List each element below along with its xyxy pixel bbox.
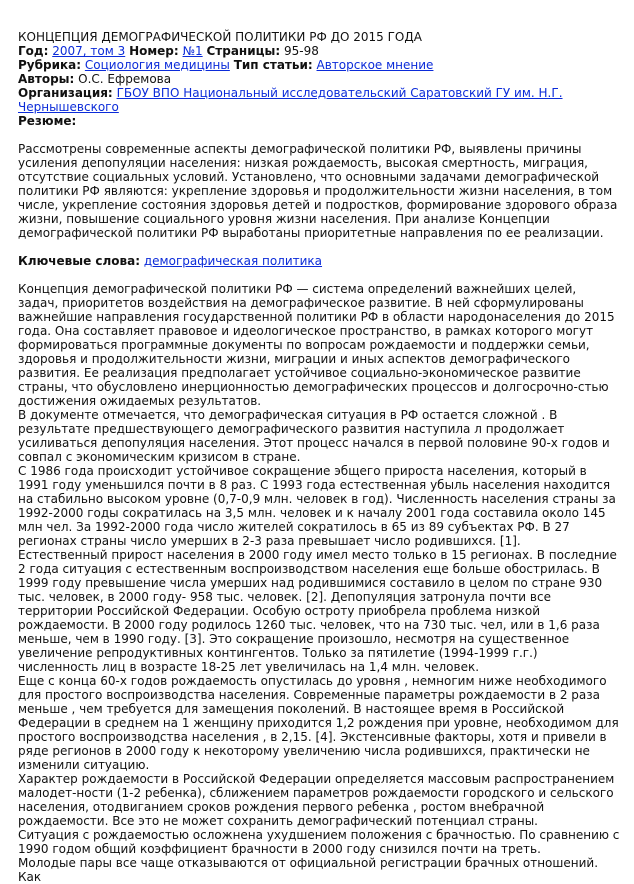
organization-link[interactable]: ГБОУ ВПО Национальный исследовательский Саратовский ГУ им. Н.Г. Чернышевского (18, 86, 563, 114)
authors-label: Авторы: (18, 72, 75, 86)
number-label: Номер: (129, 44, 179, 58)
body-paragraph: Еще с конца 60-х годов рождаемость опустилась до уровня , немногим ниже необходимого для простого воспроизводства населения. Современные параметры рождаемости в 2 раза меньше , чем требуется для замещения поколений. В настоящее время в Российской Федерации в среднем на 1 женщину приходится 1,2 рождения при уровне, необходимом для простого воспроизводства населения , в 2,15. [4]. Экстенсивные факторы, хотя и привели в ряде регионов в 2000 году к некоторому увеличению числа родившихся, практически не изменили ситуацию. (18, 674, 619, 772)
body-paragraph: Концепция демографической политики РФ — система определений важнейших целей, задач, приоритетов воздействия на демографическое развитие. В ней сформулированы важнейшие направления государственной политики РФ в области народонаселения до 2015 года. Она составляет правовое и идеологическое пространство, в рамках которого могут формироваться программные документы по вопросам рождаемости и поддержки семьи, здоровья и продолжительности жизни, миграции и иных аспектов демографического развития. Ее реализация предполагает устойчивое социально-экономическое развитие страны, что обусловлено инерционностью демографических процессов и долгосрочно-стью достижения ожидаемых результатов. (18, 282, 615, 408)
pages-value: 95-98 (284, 44, 319, 58)
keywords-link[interactable]: демографическая политика (143, 254, 323, 268)
rubric-label: Рубрика: (18, 58, 82, 72)
pages-label: Страницы: (206, 44, 281, 58)
body-paragraph: Молодые пары все чаще отказываются от официальной регистрации брачных отношений. Как (18, 856, 599, 884)
authors-value: О.С. Ефремова (78, 72, 172, 86)
meta-line-issue (18, 44, 620, 58)
body-paragraph: Ситуация с рождаемостью осложнена ухудшением положения с брачностью. По сравнению с 1990 годом общий коэффициент брачности в 2000 году снизился почти на треть. (18, 828, 620, 856)
body-paragraph: С 1986 года происходит устойчивое сокращение эбщего прироста населения, который в 1991 году уменьшился почти в 8 раз. С 1993 года естественная убыль населения находится на стабильно высоком уровне (0,7-0,9 млн. человек в год). Численность населения страны за 1992-2000 годы сократилась на 3,5 млн. человек и к началу 2001 года составила около 145 млн чел. За 1992-2000 года число жителей сократилось в 65 из 89 субъектах РФ. В 27 регионах страны число умерших в 2-3 раза превышает число родившихся. [1]. (18, 464, 616, 548)
article-title: КОНЦЕПЦИЯ ДЕМОГРАФИЧЕСКОЙ ПОЛИТИКИ РФ ДО 2015 ГОДА (18, 30, 422, 44)
spacer (18, 240, 620, 254)
year-link[interactable]: 2007, том 3 (52, 44, 126, 58)
meta-line-authors (18, 72, 620, 86)
body-paragraph: В документе отмечается, что демографическая ситуация в РФ остается сложной . В результате предшествующего демографического развития наступила л продолжает усиливаться депопуляция населения. Этот процесс начался в первой половине 90-х годов и совпал с экономическим кризисом в стране. (18, 408, 610, 464)
organization-label: Организация: (18, 86, 113, 100)
body-paragraph: Естественный прирост населения в 2000 году имел место только в 15 регионах. В последние 2 года ситуация с естественным воспроизводством населения еще больше обострилась. В 1999 году превышение числа умерших над родившимися составило в целом по стране 930 тыс. человек, в 2000 году- 958 тыс. человек. [2]. Депопуляция затронула почти все территории Российской Федерации. Особую остроту приобрела проблема низкой рождаемости. В 2000 году родилось 1260 тыс. человек, что на 730 тыс. чел, или в 1,6 раза меньше, чем в 1990 году. [3]. Это сокращение произошло, несмотря на существенное увеличение репродуктивных контингентов. Только за пятилетие (1994-1999 г.г.) численность лиц в возрасте 18-25 лет увеличилась на 1,4 млн. человек. (18, 548, 617, 674)
meta-line-organization (18, 86, 620, 114)
abstract-text: Рассмотрены современные аспекты демографической политики РФ, выявлены причины усиления депопуляции населения: низкая рождаемость, высокая смертность, миграция, отсутствие социальных условий. Установлено, что основными задачами демографической политики РФ являются: укрепление здоровья и продолжительности жизни населения, в том числе, укрепление состояния здоровья детей и подростков, формирование здорового образа жизни, повышение социального уровня жизни населения. При анализе Концепции демографической политики РФ выработаны приоритетные направления по ее реализации. (18, 142, 618, 240)
type-link[interactable]: Авторское мнение (316, 58, 434, 72)
year-label: Год: (18, 44, 49, 58)
spacer (18, 268, 620, 282)
keywords-label: Ключевые слова: (18, 254, 141, 268)
summary-label: Резюме: (18, 114, 77, 128)
rubric-link[interactable]: Социология медицины (84, 58, 230, 72)
type-label: Тип статьи: (233, 58, 313, 72)
body-paragraph: Характер рождаемости в Российской Федерации определяется массовым распространением малодет-ности (1-2 ребенка), сближением параметров рождаемости городского и сельского населения, отодвиганием сроков рождения первого ребенка , ростом внебрачной рождаемости. Все это не может сохранить демографический потенциал страны. (18, 772, 615, 828)
summary-heading (18, 114, 620, 128)
meta-line-rubric (18, 58, 620, 72)
spacer (18, 128, 620, 142)
keywords-line (18, 254, 620, 268)
number-link[interactable]: №1 (182, 44, 203, 58)
